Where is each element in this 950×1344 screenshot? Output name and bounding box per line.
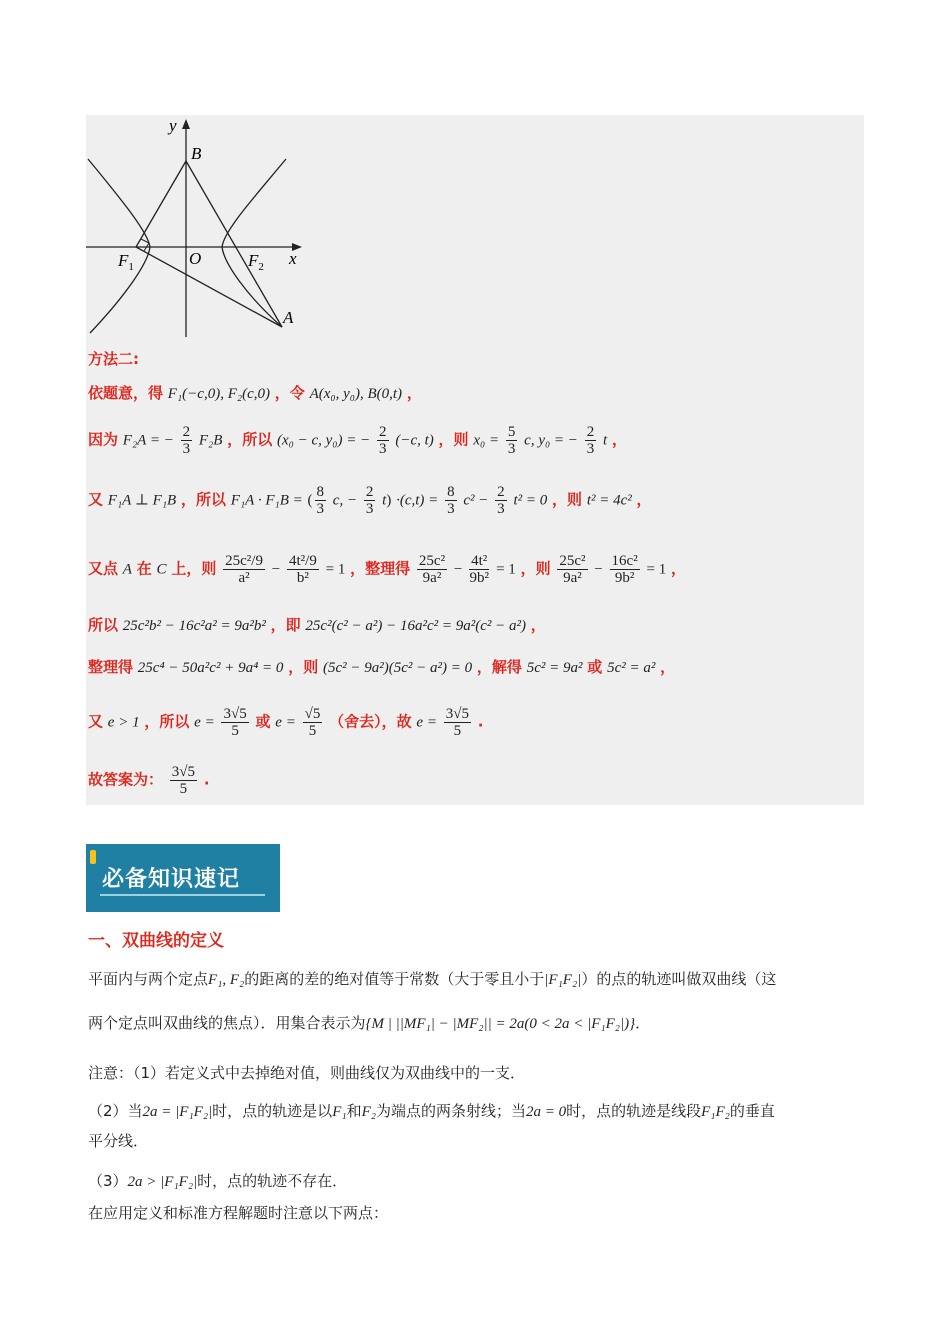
label-O: O (189, 249, 202, 268)
definition-line-2: 两个定点叫双曲线的焦点）．用集合表示为{M | ||MF₁| − |MF₂|| = 2a(0 < 2a < |F₁F₂|)}． (88, 1014, 651, 1032)
label-F1: $F_1$ (118, 251, 134, 273)
solution-line-4: 又点 A 在 C 上，则 $\frac{\text{25c²/9}}{\text{a²}}$ − $\frac{\text{4t²/9}}{\text{b²}}$ = 1 ，整理得 $\frac{\text{25c²}}{\text{9a²}}$ − $\frac{\text{4t²}}{\text{9b²}}$ = 1 ，则 $\frac{\text{25c²}}{\text{9a²}}$ − $\frac{\text{16c²}}{\text{9b²}}$ = 1 ， (88, 553, 686, 586)
solution-line-3: 又 F₁A ⊥ F₁B ，所以 F₁A · F₁B = ( $\frac{8}{3}$ c, − $\frac{2}{3}$ t) ·(c,t) = $\frac{8}{3}$ c² − $\frac{2}{3}$ t² = 0 ，则 t² = 4c² ， (88, 484, 652, 517)
solution-line-5: 所以 25c²b² − 16c²a² = 9a²b² ，即 25c²(c² − a²) − 16a²c² = 9a²(c² − a²) ， (88, 616, 546, 634)
final-answer: 故答案为： $\frac{3√5}{5}$ . (88, 764, 210, 797)
y-axis-arrow (182, 119, 190, 129)
label-B: B (191, 144, 202, 163)
note-1: 注意：（1）若定义式中去掉绝对值，则曲线仅为双曲线中的一支． (88, 1064, 526, 1082)
label-F2: $F_2$ (248, 251, 264, 273)
line-b-a (186, 161, 282, 327)
definition-line-1: 平面内与两个定点F₁, F₂的距离的差的绝对值等于常数（大于零且小于|F₁F₂|）的点的轨迹叫做双曲线（这 (88, 970, 777, 988)
note-2: （2）当2a = |F₁F₂|时，点的轨迹是以F₁和F₂为端点的两条射线；当2a = 0时，点的轨迹是线段F₁F₂的垂直 (88, 1102, 775, 1120)
line-f1-a (136, 247, 282, 327)
solution-line-7: 又 e > 1 ，所以 e = $\frac{3√5}{5}$ 或 e = $\frac{√5}{5}$ （舍去），故 e = $\frac{3√5}{5}$ . (88, 706, 484, 739)
method-title: 方法二: (88, 350, 139, 368)
line-f1-b (136, 161, 186, 247)
banner-label: 必备知识速记 (102, 867, 241, 892)
note-3: （3）2a > |F₁F₂|时，点的轨迹不存在． (88, 1172, 348, 1190)
note-2-cont: 平分线． (88, 1132, 149, 1150)
section-title: 一、双曲线的定义 (88, 931, 224, 951)
label-y: y (169, 116, 177, 135)
solution-line-6: 整理得 25c⁴ − 50a²c² + 9a⁴ = 0 ，则 (5c² − 9a²)(5c² − a²) = 0 ，解得 5c² = 9a² 或 5c² = a² ， (88, 658, 676, 676)
hyperbola-left-branch (88, 159, 150, 333)
label-A: A (283, 308, 294, 327)
hyperbola-right-branch (222, 159, 286, 327)
solution-line-1: 依题意，得 F₁(−c,0), F₂(c,0) ，令 A(x₀, y₀), B(0,t) ， (88, 384, 422, 402)
banner-accent-bar (90, 850, 96, 864)
banner-underline (100, 894, 265, 896)
label-x: x (289, 249, 297, 268)
section-banner (86, 844, 280, 912)
note-4: 在应用定义和标准方程解题时注意以下两点： (88, 1204, 389, 1222)
hyperbola-figure (86, 115, 316, 340)
solution-line-2: 因为 F₂A = − $\frac{2}{3}$ F₂B ，所以 (x₀ − c, y₀) = − $\frac{2}{3}$ (−c, t) ，则 x₀ = $\frac{5}{3}$ c, y₀ = − $\frac{2}{3}$ t ， (88, 424, 627, 457)
